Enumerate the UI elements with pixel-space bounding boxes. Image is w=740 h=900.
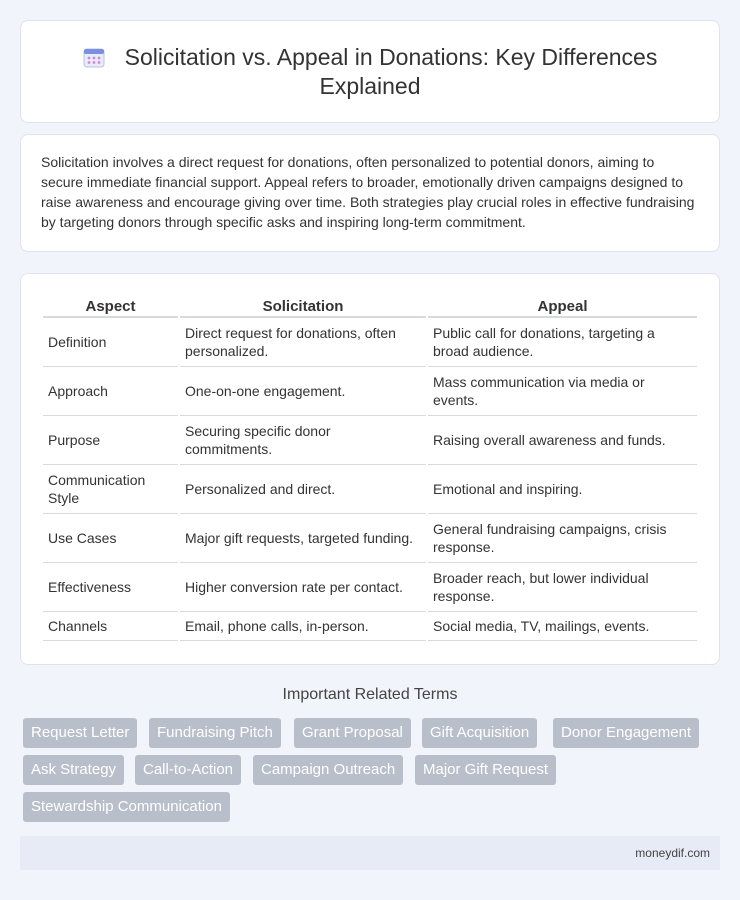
page-title-wrap [61, 43, 679, 101]
header-solicitation: Solicitation [180, 296, 426, 318]
header-aspect: Aspect [43, 296, 178, 318]
row-aspect: Use Cases [43, 514, 178, 563]
comparison-table [41, 296, 699, 641]
row-solicitation: Personalized and direct. [180, 465, 426, 514]
footer-site[interactable]: moneydif.com [635, 846, 710, 860]
term-tag[interactable]: Ask Strategy [23, 755, 124, 785]
row-appeal: General fundraising campaigns, crisis response. [428, 514, 697, 563]
intro-card [20, 134, 720, 252]
intro-paragraph: Solicitation involves a direct request for donations, often personalized to potential donors, aiming to secure immediate financial support. Appeal refers to broader, emotionally driven campaigns designed to raise awareness and encourage giving over time. Both strategies play crucial roles in effective fundraising by targeting donors through specific asks and inspiring long-term commitment. [41, 154, 695, 230]
title-card [20, 20, 720, 123]
row-aspect: Definition [43, 318, 178, 367]
table-row [43, 367, 697, 416]
row-aspect: Channels [43, 612, 178, 641]
calendar-icon [83, 46, 105, 68]
term-tag[interactable]: Donor Engagement [553, 718, 699, 748]
term-tag[interactable]: Gift Acquisition [422, 718, 537, 748]
row-appeal: Public call for donations, targeting a broad audience. [428, 318, 697, 367]
table-row [43, 318, 697, 367]
term-tag[interactable]: Grant Proposal [294, 718, 411, 748]
row-aspect: Approach [43, 367, 178, 416]
row-appeal: Broader reach, but lower individual response. [428, 563, 697, 612]
term-tag[interactable]: Request Letter [23, 718, 137, 748]
row-solicitation: Direct request for donations, often personalized. [180, 318, 426, 367]
term-tag[interactable]: Call-to-Action [135, 755, 241, 785]
header-appeal: Appeal [428, 296, 697, 318]
footer [20, 836, 720, 870]
table-row [43, 514, 697, 563]
row-aspect: Purpose [43, 416, 178, 465]
row-solicitation: Email, phone calls, in-person. [180, 612, 426, 641]
page-title: Solicitation vs. Appeal in Donations: Key Differences Explained [124, 44, 658, 99]
term-tag[interactable]: Major Gift Request [415, 755, 556, 785]
table-row [43, 416, 697, 465]
table-row [43, 465, 697, 514]
table-row [43, 563, 697, 612]
table-row [43, 612, 697, 641]
row-solicitation: Higher conversion rate per contact. [180, 563, 426, 612]
row-appeal: Raising overall awareness and funds. [428, 416, 697, 465]
row-solicitation: Major gift requests, targeted funding. [180, 514, 426, 563]
term-tag[interactable]: Stewardship Communication [23, 792, 230, 822]
row-solicitation: Securing specific donor commitments. [180, 416, 426, 465]
row-appeal: Emotional and inspiring. [428, 465, 697, 514]
comparison-card [20, 273, 720, 665]
term-tag[interactable]: Campaign Outreach [253, 755, 403, 785]
term-tag[interactable]: Fundraising Pitch [149, 718, 281, 748]
row-aspect: Communication Style [43, 465, 178, 514]
row-appeal: Mass communication via media or events. [428, 367, 697, 416]
row-appeal: Social media, TV, mailings, events. [428, 612, 697, 641]
row-aspect: Effectiveness [43, 563, 178, 612]
related-terms-heading: Important Related Terms [282, 686, 458, 703]
table-header-row [43, 296, 697, 318]
row-solicitation: One-on-one engagement. [180, 367, 426, 416]
